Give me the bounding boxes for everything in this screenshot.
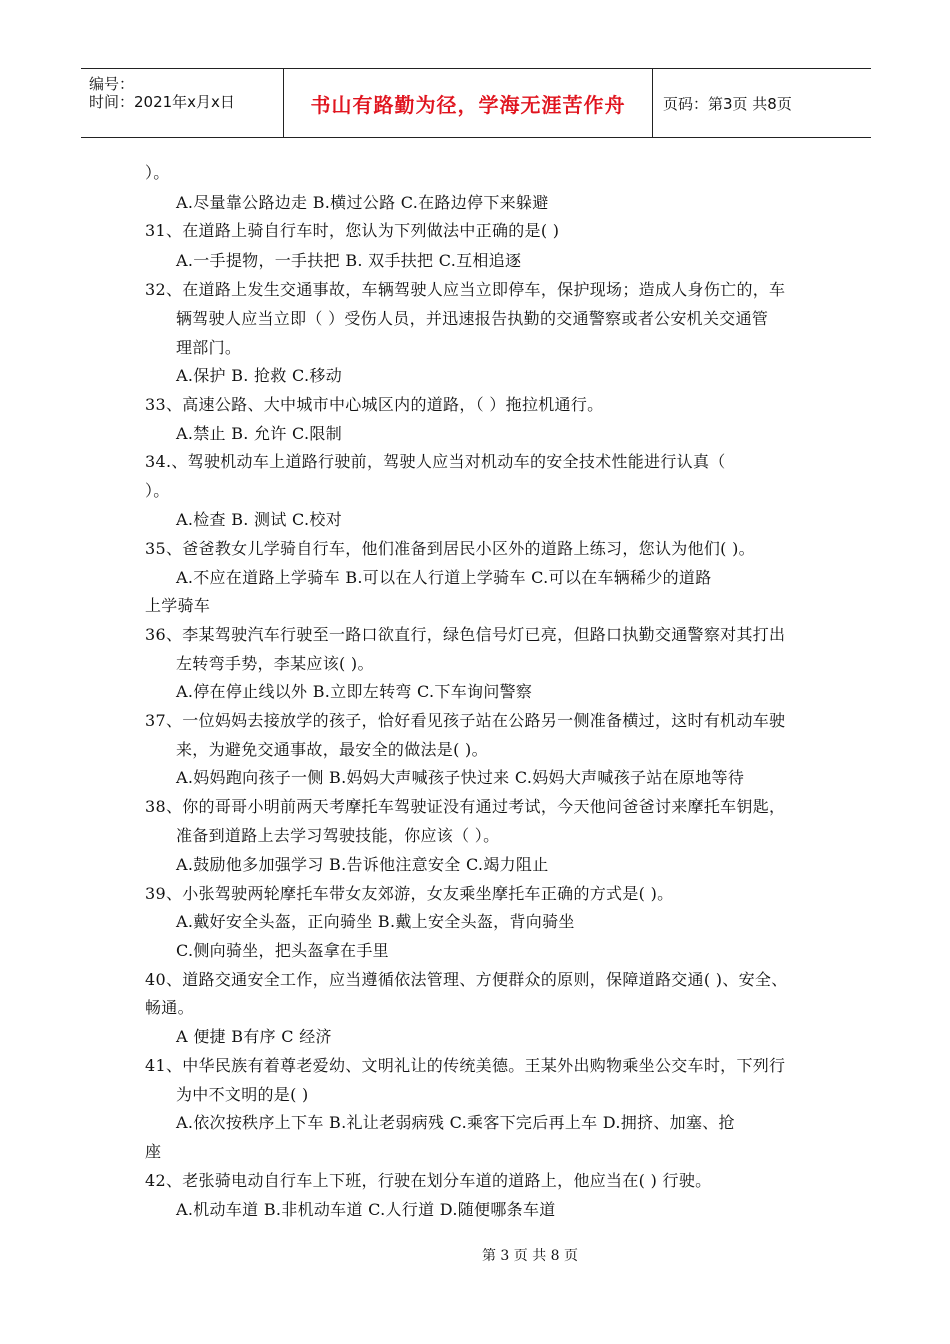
text-line: 36、李某驾驶汽车行驶至一路口欲直行，绿色信号灯已亮，但路口执勤交通警察对其打出 (145, 625, 786, 644)
text-line: A.依次按秩序上下车 B.礼让老弱病残 C.乘客下完后再上车 D.拥挤、加塞、抢 (176, 1113, 735, 1132)
text-line: ）。 (145, 163, 170, 182)
text-line: A.不应在道路上学骑车 B.可以在人行道上学骑车 C.可以在车辆稀少的道路 (176, 568, 712, 587)
text-line: 34.、驾驶机动车上道路行驶前，驾驶人应当对机动车的安全技术性能进行认真（ (145, 452, 726, 471)
text-line: A 便捷 B有序 C 经济 (176, 1027, 332, 1046)
text-line: A.妈妈跑向孩子一侧 B.妈妈大声喊孩子快过来 C.妈妈大声喊孩子站在原地等待 (176, 768, 745, 787)
footer-page-number: 第 3 页 共 8 页 (481, 1248, 579, 1264)
text-line: 42、老张骑电动自行车上下班，行驶在划分车道的道路上，他应当在( ) 行驶。 (145, 1171, 712, 1190)
text-line: 座 (145, 1142, 162, 1161)
page-footer (0, 1245, 950, 1265)
date-label: 时间：2021年x月x日 (89, 93, 235, 111)
page-header (81, 68, 871, 138)
text-line: A.检查 B. 测试 C.校对 (176, 510, 342, 529)
text-line: 理部门。 (176, 338, 242, 357)
text-line: 为中不文明的是( ) (176, 1085, 309, 1104)
text-line: 37、一位妈妈去接放学的孩子，恰好看见孩子站在公路另一侧准备横过，这时有机动车驶 (145, 711, 786, 730)
text-line: ）。 (145, 481, 170, 500)
text-line: A.尽量靠公路边走 B.横过公路 C.在路边停下来躲避 (176, 193, 549, 212)
text-line: A.禁止 B. 允许 C.限制 (176, 424, 342, 443)
text-line: 左转弯手势，李某应该( )。 (176, 654, 374, 673)
text-line: 来，为避免交通事故，最安全的做法是( )。 (176, 740, 488, 759)
text-line: A.停在停止线以外 B.立即左转弯 C.下车询问警察 (176, 682, 533, 701)
text-line: 33、高速公路、大中城市中心城区内的道路，（ ）拖拉机通行。 (145, 395, 604, 414)
text-line: 32、在道路上发生交通事故，车辆驾驶人应当立即停车，保护现场；造成人身伤亡的，车 (145, 280, 786, 299)
text-line: A.一手提物，一手扶把 B. 双手扶把 C.互相追逐 (176, 251, 522, 270)
text-line: 35、爸爸教女儿学骑自行车，他们准备到居民小区外的道路上练习，您认为他们( )。 (145, 539, 755, 558)
header-page-cell (653, 69, 871, 137)
header-meta-cell (81, 69, 284, 137)
text-line: A.戴好安全头盔，正向骑坐 B.戴上安全头盔，背向骑坐 (176, 912, 575, 931)
text-line: A.机动车道 B.非机动车道 C.人行道 D.随便哪条车道 (176, 1200, 556, 1219)
text-line: 38、你的哥哥小明前两天考摩托车驾驶证没有通过考试，今天他问爸爸讨来摩托车钥匙， (145, 797, 786, 816)
page-info: 页码：第3页 共8页 (663, 94, 792, 113)
text-line: 畅通。 (145, 998, 194, 1017)
text-line: A.鼓励他多加强学习 B.告诉他注意安全 C.竭力阻止 (176, 855, 549, 874)
text-line: 31、在道路上骑自行车时，您认为下列做法中正确的是( ) (145, 221, 560, 240)
text-line: 辆驾驶人应当立即（ ）受伤人员，并迅速报告执勤的交通警察或者公安机关交通管 (176, 309, 769, 328)
text-line: 上学骑车 (145, 596, 211, 615)
text-line: A.保护 B. 抢救 C.移动 (176, 366, 342, 385)
text-line: 准备到道路上去学习驾驶技能，你应该（ ）。 (176, 826, 500, 845)
text-line: 39、小张驾驶两轮摩托车带女友郊游，女友乘坐摩托车正确的方式是( )。 (145, 884, 674, 903)
motto-text: 书山有路勤为径，学海无涯苦作舟 (310, 92, 626, 117)
header-motto-cell (284, 69, 653, 137)
text-line: 41、中华民族有着尊老爱幼、文明礼让的传统美德。王某外出购物乘坐公交车时，下列行 (145, 1056, 786, 1075)
document-number-label: 编号： (89, 75, 135, 93)
text-line: C.侧向骑坐，把头盔拿在手里 (176, 941, 389, 960)
text-line: 40、道路交通安全工作，应当遵循依法管理、方便群众的原则，保障道路交通( )、安全、 (145, 970, 788, 989)
